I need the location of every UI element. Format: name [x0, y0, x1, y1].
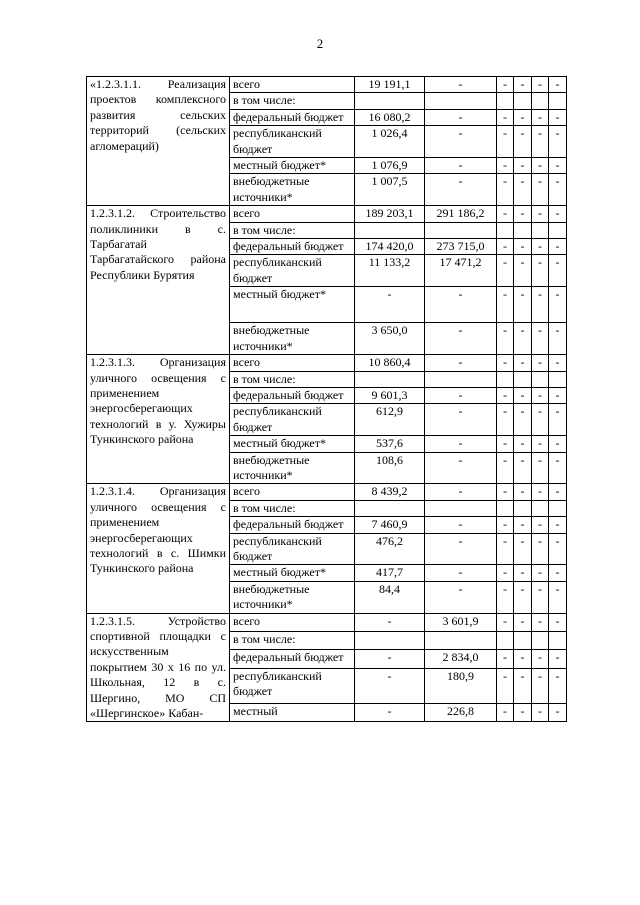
measure-title: 1.2.3.1.5. Устройство спортивной площадки с искусственным покрытием 30 х 16 по ул. Школьная, 12 в с. Шергино, МО СП «Шергинское» Кабан- — [87, 613, 230, 722]
value-col-2: - — [425, 355, 497, 371]
value-col-6 — [549, 500, 567, 516]
value-col-4: - — [514, 581, 532, 613]
value-col-5: - — [532, 239, 549, 255]
funding-source: внебюджетные источники* — [230, 581, 355, 613]
value-col-5: - — [532, 355, 549, 371]
budget-table — [86, 76, 567, 722]
value-col-4: - — [514, 404, 532, 436]
value-col-6: - — [549, 484, 567, 500]
value-col-5: - — [532, 287, 549, 323]
value-col-5: - — [532, 452, 549, 484]
value-col-3: - — [497, 581, 514, 613]
value-col-3: - — [497, 255, 514, 287]
value-col-1: 10 860,4 — [355, 355, 425, 371]
value-col-3: - — [497, 239, 514, 255]
value-col-5 — [532, 631, 549, 649]
value-col-2: 2 834,0 — [425, 650, 497, 668]
value-col-6: - — [549, 255, 567, 287]
table-row — [87, 77, 567, 93]
funding-source: республиканский бюджет — [230, 404, 355, 436]
value-col-1 — [355, 500, 425, 516]
measure-title: 1.2.3.1.4. Организация уличного освещения с применением энергосберегающих технологий в с. Шимки Тункинского района — [87, 484, 230, 613]
value-col-3: - — [497, 404, 514, 436]
value-col-2: - — [425, 404, 497, 436]
value-col-6: - — [549, 174, 567, 206]
funding-source: всего — [230, 355, 355, 371]
value-col-6: - — [549, 206, 567, 222]
value-col-6: - — [549, 287, 567, 323]
value-col-2: 291 186,2 — [425, 206, 497, 222]
value-col-3: - — [497, 565, 514, 581]
value-col-6: - — [549, 109, 567, 125]
value-col-6: - — [549, 387, 567, 403]
value-col-4: - — [514, 650, 532, 668]
value-col-5: - — [532, 613, 549, 631]
value-col-2: - — [425, 323, 497, 355]
table-row — [87, 613, 567, 631]
value-col-2: 3 601,9 — [425, 613, 497, 631]
funding-source: внебюджетные источники* — [230, 323, 355, 355]
value-col-2: - — [425, 109, 497, 125]
value-col-5 — [532, 93, 549, 109]
value-col-1 — [355, 93, 425, 109]
value-col-6: - — [549, 517, 567, 533]
value-col-4: - — [514, 355, 532, 371]
value-col-5: - — [532, 158, 549, 174]
value-col-6 — [549, 222, 567, 238]
value-col-1: 189 203,1 — [355, 206, 425, 222]
value-col-6: - — [549, 668, 567, 704]
funding-source: всего — [230, 206, 355, 222]
value-col-4: - — [514, 77, 532, 93]
value-col-3: - — [497, 704, 514, 722]
value-col-6: - — [549, 650, 567, 668]
value-col-5: - — [532, 126, 549, 158]
value-col-1: 612,9 — [355, 404, 425, 436]
value-col-4: - — [514, 613, 532, 631]
value-col-2: - — [425, 174, 497, 206]
value-col-5: - — [532, 704, 549, 722]
funding-source: всего — [230, 613, 355, 631]
value-col-2: - — [425, 436, 497, 452]
funding-source: внебюджетные источники* — [230, 452, 355, 484]
value-col-5: - — [532, 174, 549, 206]
value-col-5: - — [532, 484, 549, 500]
value-col-1: 417,7 — [355, 565, 425, 581]
value-col-4: - — [514, 239, 532, 255]
value-col-2: 273 715,0 — [425, 239, 497, 255]
value-col-5: - — [532, 436, 549, 452]
value-col-1: - — [355, 287, 425, 323]
value-col-5 — [532, 371, 549, 387]
funding-source: республиканский бюджет — [230, 126, 355, 158]
value-col-5: - — [532, 109, 549, 125]
value-col-4: - — [514, 704, 532, 722]
value-col-6: - — [549, 565, 567, 581]
value-col-2: - — [425, 158, 497, 174]
value-col-2: - — [425, 77, 497, 93]
value-col-6: - — [549, 239, 567, 255]
funding-source: всего — [230, 77, 355, 93]
value-col-4: - — [514, 517, 532, 533]
value-col-5: - — [532, 255, 549, 287]
value-col-1: 174 420,0 — [355, 239, 425, 255]
value-col-2: - — [425, 452, 497, 484]
funding-source: в том числе: — [230, 631, 355, 649]
value-col-4 — [514, 631, 532, 649]
value-col-5: - — [532, 77, 549, 93]
value-col-1: 1 026,4 — [355, 126, 425, 158]
value-col-2: - — [425, 484, 497, 500]
value-col-2: 180,9 — [425, 668, 497, 704]
value-col-6: - — [549, 404, 567, 436]
page-number: 2 — [316, 36, 324, 51]
value-col-3: - — [497, 436, 514, 452]
value-col-3: - — [497, 668, 514, 704]
value-col-3: - — [497, 126, 514, 158]
value-col-5: - — [532, 533, 549, 565]
funding-source: федеральный бюджет — [230, 387, 355, 403]
value-col-4: - — [514, 387, 532, 403]
value-col-2: 17 471,2 — [425, 255, 497, 287]
value-col-3 — [497, 93, 514, 109]
table-row — [87, 484, 567, 500]
funding-source: федеральный бюджет — [230, 517, 355, 533]
value-col-6 — [549, 371, 567, 387]
funding-source: местный — [230, 704, 355, 722]
value-col-4: - — [514, 436, 532, 452]
value-col-6: - — [549, 355, 567, 371]
value-col-1: - — [355, 704, 425, 722]
value-col-4 — [514, 93, 532, 109]
value-col-4 — [514, 222, 532, 238]
value-col-5: - — [532, 404, 549, 436]
value-col-5: - — [532, 581, 549, 613]
value-col-6: - — [549, 452, 567, 484]
value-col-1: 8 439,2 — [355, 484, 425, 500]
value-col-6: - — [549, 613, 567, 631]
value-col-5: - — [532, 323, 549, 355]
value-col-2: 226,8 — [425, 704, 497, 722]
value-col-2: - — [425, 387, 497, 403]
value-col-6: - — [549, 77, 567, 93]
value-col-1: - — [355, 650, 425, 668]
value-col-3: - — [497, 323, 514, 355]
value-col-4: - — [514, 452, 532, 484]
value-col-1: - — [355, 613, 425, 631]
value-col-5: - — [532, 668, 549, 704]
value-col-2 — [425, 93, 497, 109]
value-col-1: 1 076,9 — [355, 158, 425, 174]
funding-source: местный бюджет* — [230, 287, 355, 323]
value-col-1: 3 650,0 — [355, 323, 425, 355]
value-col-1: 537,6 — [355, 436, 425, 452]
funding-source: местный бюджет* — [230, 436, 355, 452]
value-col-3: - — [497, 387, 514, 403]
funding-source: республиканский бюджет — [230, 255, 355, 287]
value-col-1: 19 191,1 — [355, 77, 425, 93]
value-col-4: - — [514, 287, 532, 323]
funding-source: в том числе: — [230, 371, 355, 387]
value-col-1 — [355, 631, 425, 649]
value-col-2: - — [425, 126, 497, 158]
value-col-3: - — [497, 77, 514, 93]
value-col-1: 476,2 — [355, 533, 425, 565]
value-col-2 — [425, 500, 497, 516]
funding-source: внебюджетные источники* — [230, 174, 355, 206]
value-col-1 — [355, 371, 425, 387]
value-col-2: - — [425, 581, 497, 613]
value-col-4: - — [514, 206, 532, 222]
value-col-3: - — [497, 355, 514, 371]
value-col-1: 9 601,3 — [355, 387, 425, 403]
value-col-3: - — [497, 206, 514, 222]
value-col-4 — [514, 500, 532, 516]
value-col-3: - — [497, 287, 514, 323]
funding-source: республиканский бюджет — [230, 533, 355, 565]
value-col-1: - — [355, 668, 425, 704]
value-col-4: - — [514, 484, 532, 500]
value-col-3: - — [497, 452, 514, 484]
funding-source: в том числе: — [230, 93, 355, 109]
value-col-5: - — [532, 206, 549, 222]
value-col-3: - — [497, 517, 514, 533]
value-col-3: - — [497, 174, 514, 206]
funding-source: в том числе: — [230, 500, 355, 516]
measure-title: 1.2.3.1.2. Строительство поликлиники в с. Тарбагатай Тарбагатайского района Республики Бурятия — [87, 206, 230, 355]
value-col-3 — [497, 371, 514, 387]
value-col-3 — [497, 500, 514, 516]
value-col-4: - — [514, 126, 532, 158]
value-col-4: - — [514, 533, 532, 565]
value-col-3 — [497, 631, 514, 649]
value-col-6: - — [549, 158, 567, 174]
value-col-1: 11 133,2 — [355, 255, 425, 287]
table-row — [87, 355, 567, 371]
funding-source: в том числе: — [230, 222, 355, 238]
value-col-2: - — [425, 565, 497, 581]
value-col-3: - — [497, 158, 514, 174]
value-col-6: - — [549, 436, 567, 452]
value-col-1: 1 007,5 — [355, 174, 425, 206]
value-col-5: - — [532, 387, 549, 403]
value-col-1: 84,4 — [355, 581, 425, 613]
value-col-6: - — [549, 704, 567, 722]
value-col-4: - — [514, 323, 532, 355]
value-col-3: - — [497, 109, 514, 125]
value-col-6: - — [549, 581, 567, 613]
value-col-2 — [425, 631, 497, 649]
value-col-5: - — [532, 517, 549, 533]
value-col-2 — [425, 371, 497, 387]
funding-source: местный бюджет* — [230, 565, 355, 581]
value-col-6 — [549, 631, 567, 649]
funding-source: федеральный бюджет — [230, 109, 355, 125]
measure-title: 1.2.3.1.3. Организация уличного освещения с применением энергосберегающих технологий в у. Хужиры Тункинского района — [87, 355, 230, 484]
value-col-2: - — [425, 533, 497, 565]
value-col-6: - — [549, 533, 567, 565]
value-col-2: - — [425, 287, 497, 323]
value-col-2: - — [425, 517, 497, 533]
value-col-4: - — [514, 255, 532, 287]
value-col-1: 7 460,9 — [355, 517, 425, 533]
funding-source: всего — [230, 484, 355, 500]
value-col-4 — [514, 371, 532, 387]
value-col-2 — [425, 222, 497, 238]
value-col-5 — [532, 500, 549, 516]
value-col-6: - — [549, 323, 567, 355]
measure-title: «1.2.3.1.1. Реализация проектов комплексного развития сельских территорий (сельских агломераций) — [87, 77, 230, 206]
value-col-6 — [549, 93, 567, 109]
value-col-3 — [497, 222, 514, 238]
funding-source: местный бюджет* — [230, 158, 355, 174]
value-col-4: - — [514, 109, 532, 125]
value-col-4: - — [514, 174, 532, 206]
budget-table-body — [87, 77, 567, 722]
value-col-3: - — [497, 484, 514, 500]
value-col-1 — [355, 222, 425, 238]
value-col-5 — [532, 222, 549, 238]
value-col-3: - — [497, 533, 514, 565]
value-col-6: - — [549, 126, 567, 158]
table-row — [87, 206, 567, 222]
value-col-5: - — [532, 565, 549, 581]
value-col-3: - — [497, 650, 514, 668]
value-col-4: - — [514, 565, 532, 581]
value-col-4: - — [514, 158, 532, 174]
funding-source: республиканский бюджет — [230, 668, 355, 704]
value-col-5: - — [532, 650, 549, 668]
funding-source: федеральный бюджет — [230, 650, 355, 668]
value-col-1: 16 080,2 — [355, 109, 425, 125]
funding-source: федеральный бюджет — [230, 239, 355, 255]
value-col-4: - — [514, 668, 532, 704]
value-col-1: 108,6 — [355, 452, 425, 484]
value-col-3: - — [497, 613, 514, 631]
